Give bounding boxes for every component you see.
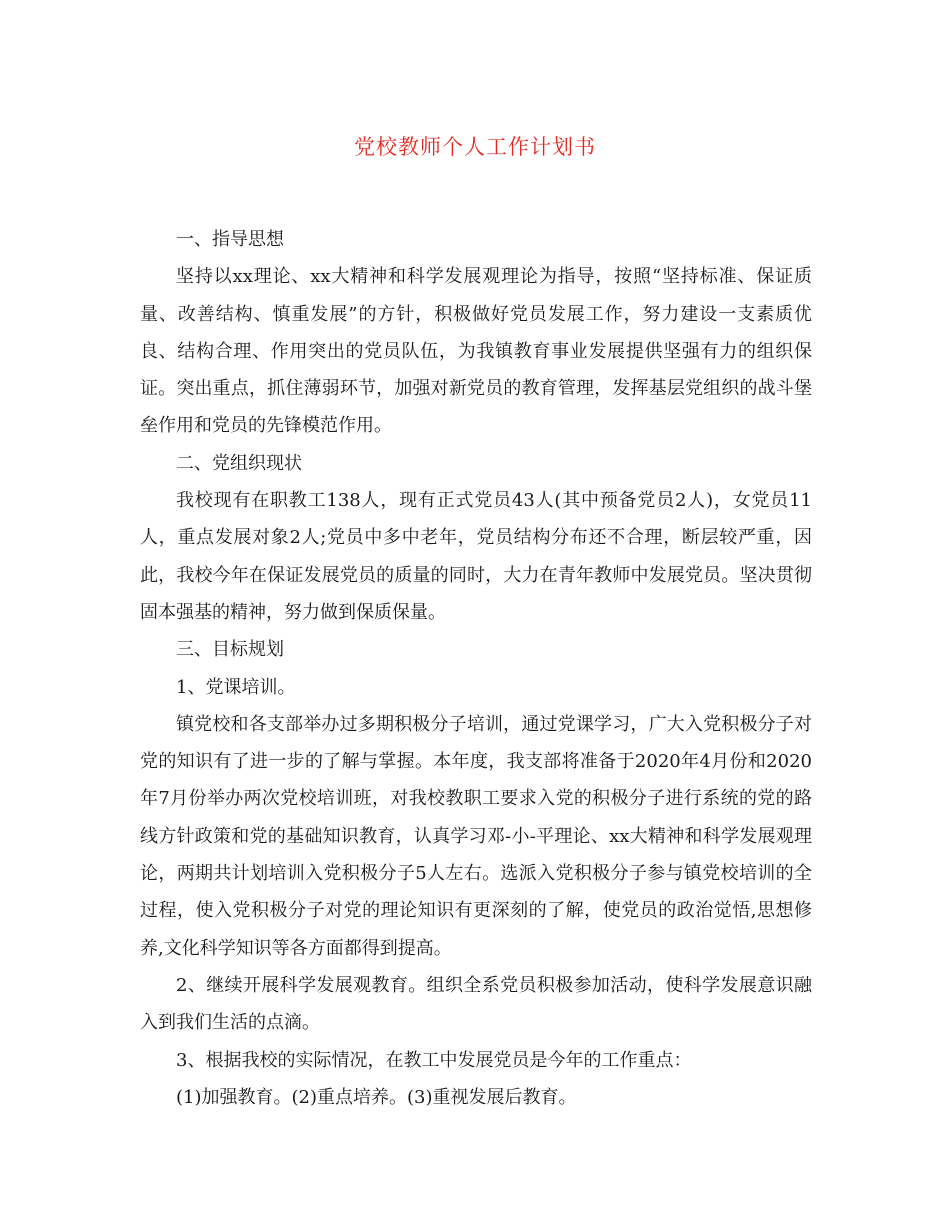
- paragraph-party-status: 我校现有在职教工138人，现有正式党员43人(其中预备党员2人)，女党员11人，重点发展对象2人;党员中多中老年，党员结构分布还不合理，断层较严重，因此，我校今年在保证发展党员的质量的同时，大力在青年教师中发展党员。坚决贯彻固本强基的精神，努力做到保质保量。: [140, 490, 812, 623]
- section-heading-guiding-ideology: 一、指导思想: [176, 229, 284, 250]
- paragraph-work-focus: 3、根据我校的实际情况，在教工中发展党员是今年的工作重点：: [176, 1049, 692, 1071]
- document-title: 党校教师个人工作计划书: [354, 135, 596, 159]
- paragraph-work-focus-items: (1)加强教育。(2)重点培养。(3)重视发展后教育。: [176, 1086, 577, 1108]
- subheading-party-training: 1、党课培训。: [176, 676, 296, 698]
- paragraph-guiding-ideology: 坚持以xx理论、xx大精神和科学发展观理论为指导，按照“坚持标准、保证质量、改善结构、慎重发展”的方针，积极做好党员发展工作，努力建设一支素质优良、结构合理、作用突出的党员队伍，为我镇教育事业发展提供坚强有力的组织保证。突出重点，抓住薄弱环节，加强对新党员的教育管理，发挥基层党组织的战斗堡垒作用和党员的先锋模范作用。: [140, 266, 812, 437]
- paragraph-party-training: 镇党校和各支部举办过多期积极分子培训，通过党课学习，广大入党积极分子对党的知识有了进一步的了解与掌握。本年度，我支部将准备于2020年4月份和2020年7月份举办两次党校培训班，对我校教职工要求入党的积极分子进行系统的党的路线方针政策和党的基础知识教育，认真学习邓-小-平理论、xx大精神和科学发展观理论，两期共计划培训入党积极分子5人左右。选派入党积极分子参与镇党校培训的全过程，使入党积极分子对党的理论知识有更深刻的了解，使党员的政治觉悟,思想修养,文化科学知识等各方面都得到提高。: [140, 713, 812, 959]
- section-heading-goal-planning: 三、目标规划: [176, 639, 284, 661]
- section-heading-party-status: 二、党组织现状: [176, 452, 302, 474]
- paragraph-science-development-education: 2、继续开展科学发展观教育。组织全系党员积极参加活动，使科学发展意识融入到我们生活的点滴。: [140, 974, 812, 1034]
- document-body: [140, 221, 812, 1116]
